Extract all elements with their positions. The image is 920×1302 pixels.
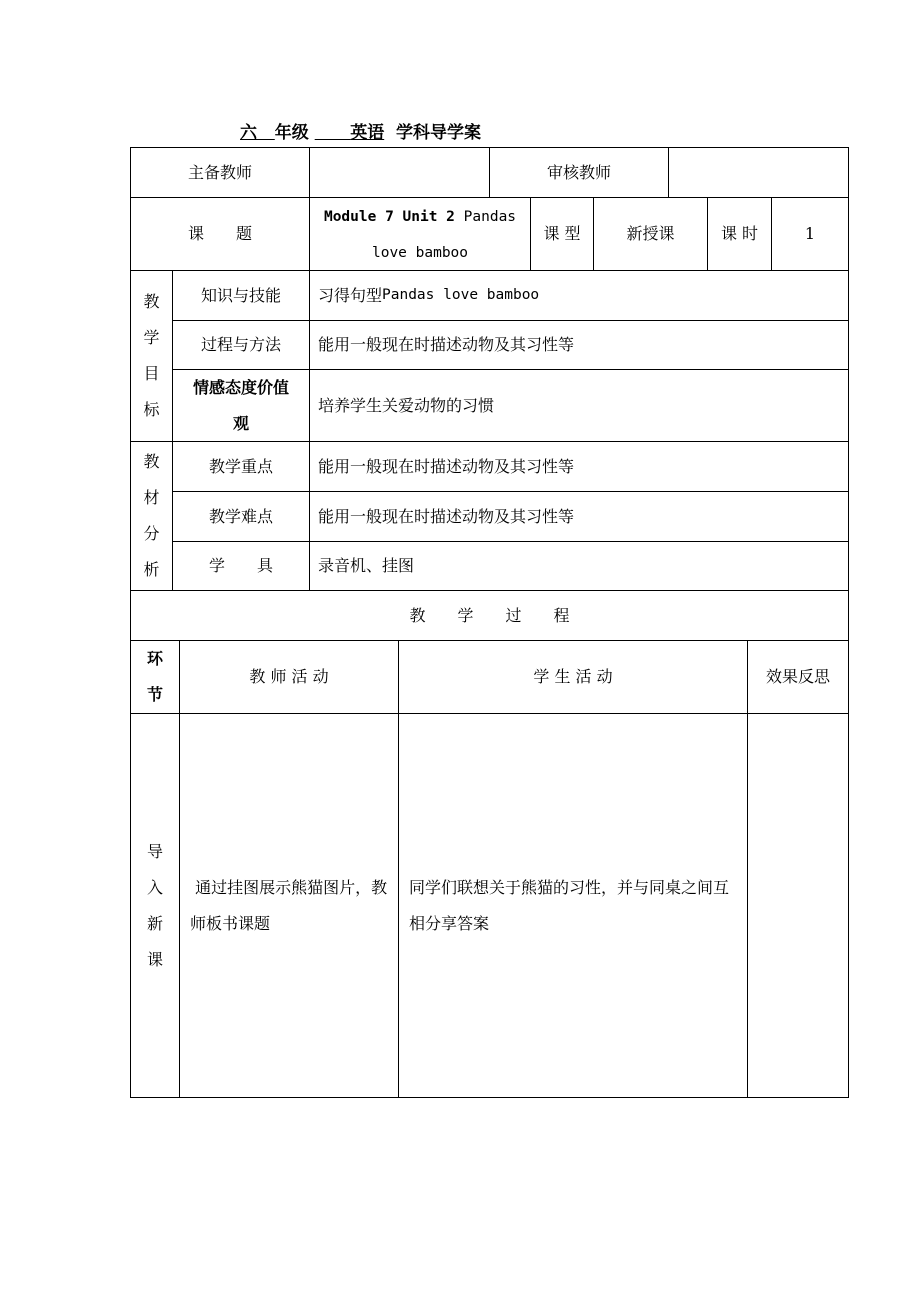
periods-label: 课 时 [720, 224, 759, 243]
topic-line2: love bamboo [371, 244, 469, 261]
tools-label: 学 具 [208, 556, 273, 575]
stage-intro: 导 入 新 课 [146, 841, 163, 969]
emotion-value: 培养学生关爱动物的习惯 [318, 395, 495, 415]
lesson-type-value: 新授课 [626, 224, 675, 243]
col-reflection-header: 效果反思 [765, 667, 830, 686]
periods-value: 1 [804, 224, 816, 243]
col-student-header: 学 生 活 动 [533, 667, 613, 686]
lead-teacher-label: 主备教师 [187, 162, 252, 182]
focus-label: 教学重点 [208, 456, 273, 476]
doc-type: 学科导学案 [396, 123, 482, 143]
difficulty-value: 能用一般现在时描述动物及其习性等 [318, 506, 575, 526]
grade-value: 六 [240, 123, 257, 143]
tools-value: 录音机、挂图 [318, 556, 415, 575]
reviewer-value [669, 148, 848, 197]
emotion-label: 情感态度价值 观 [192, 377, 289, 433]
reflection-value [748, 714, 848, 1097]
col-teacher-header: 教 师 活 动 [249, 667, 329, 686]
topic-module: Module 7 Unit 2 [323, 208, 455, 225]
page-title [240, 118, 481, 144]
process-value: 能用一般现在时描述动物及其习性等 [318, 335, 575, 354]
lesson-type-label: 课 型 [543, 224, 581, 243]
difficulty-label: 教学难点 [208, 506, 273, 526]
goals-group-label: 教 学 目 标 [143, 292, 160, 419]
knowledge-value: 习得句型 Pandas love bamboo [318, 285, 540, 305]
grade-suffix: 年级 [274, 123, 309, 143]
teacher-activity: 通过挂图展示熊猫图片，教师板书课题 [190, 877, 388, 933]
analysis-group-label: 教 材 分 析 [143, 452, 160, 579]
knowledge-label: 知识与技能 [200, 285, 281, 305]
topic-line1-rest: Pandas [454, 208, 517, 225]
reviewer-label: 审核教师 [546, 162, 611, 182]
process-label: 过程与方法 [200, 335, 281, 354]
focus-value: 能用一般现在时描述动物及其习性等 [318, 456, 575, 476]
topic-label: 课 题 [187, 224, 252, 243]
student-activity: 同学们联想关于熊猫的习性，并与同桌之间互相分享答案 [409, 877, 730, 933]
lead-teacher-value [310, 148, 489, 197]
col-stage-header: 环 节 [146, 649, 163, 704]
topic-value [310, 198, 530, 270]
process-title: 教 学 过 程 [409, 605, 570, 625]
subject-value: 英语 [350, 123, 385, 143]
